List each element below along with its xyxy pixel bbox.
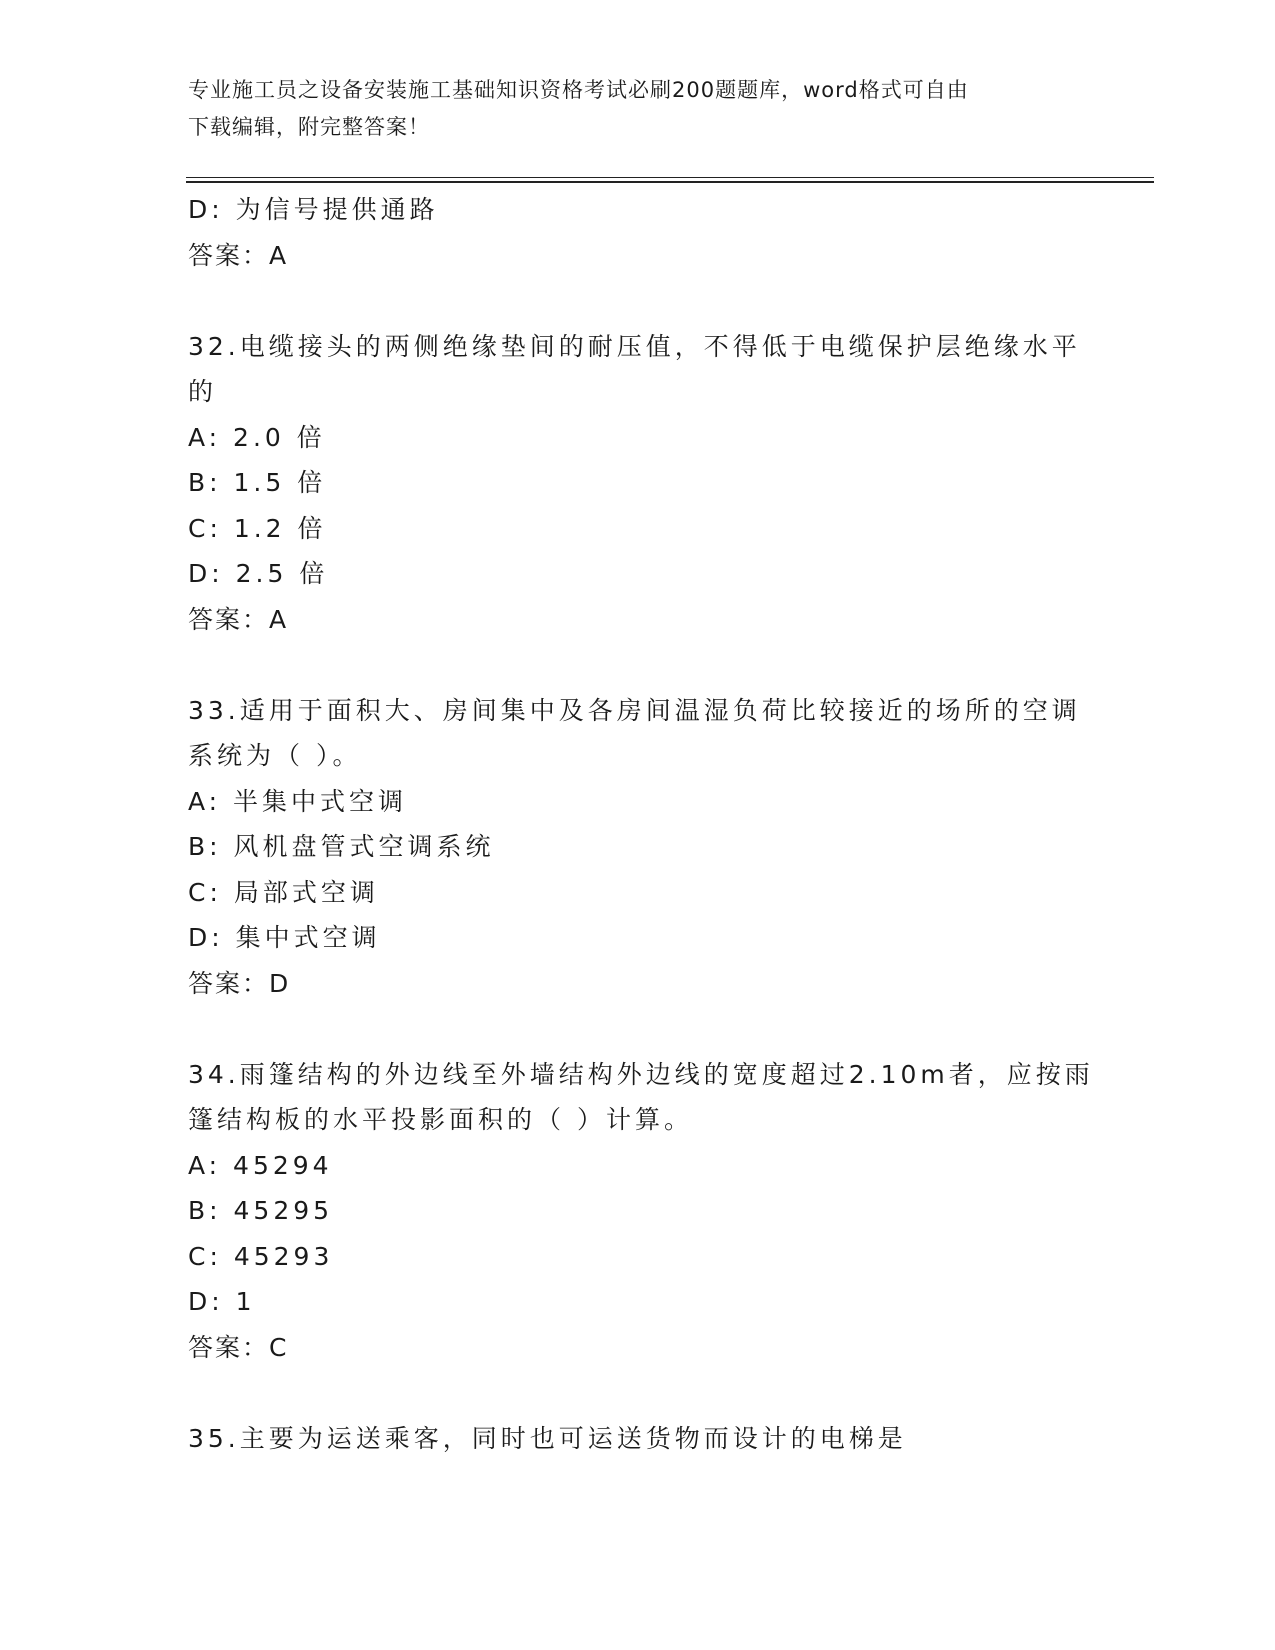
question-32 bbox=[188, 324, 1088, 643]
option-d: D: 集中式空调 bbox=[188, 923, 381, 952]
spacer bbox=[188, 278, 1088, 324]
header-divider-thick bbox=[186, 181, 1154, 183]
question-list bbox=[188, 187, 1094, 1461]
header-divider-thin bbox=[186, 177, 1154, 178]
question-stem-continued: 的 bbox=[188, 377, 218, 406]
question-stem-continued: 篷结构板的水平投影面积的（ ）计算。 bbox=[188, 1105, 693, 1134]
answer-line: 答案：D bbox=[188, 968, 291, 998]
option-a: A: 2.0 倍 bbox=[188, 422, 326, 452]
document-header bbox=[188, 72, 1068, 146]
question-stem: 33.适用于面积大、房间集中及各房间温湿负荷比较接近的场所的空调 bbox=[188, 695, 1081, 725]
answer-line: 答案：A bbox=[188, 240, 289, 270]
question-33 bbox=[188, 688, 1088, 1007]
question-stem-continued: 系统为（ ）。 bbox=[188, 741, 362, 770]
question-stem: 32.电缆接头的两侧绝缘垫间的耐压值，不得低于电缆保护层绝缘水平 bbox=[188, 331, 1081, 361]
option-c: C: 1.2 倍 bbox=[188, 513, 327, 543]
question-35 bbox=[188, 1416, 1088, 1462]
header-line-2: 下载编辑，附完整答案！ bbox=[188, 115, 430, 139]
option-b: B: 45295 bbox=[188, 1196, 334, 1225]
option-a: A: 45294 bbox=[188, 1150, 333, 1180]
option-c: C: 局部式空调 bbox=[188, 877, 379, 907]
answer-line: 答案：A bbox=[188, 604, 289, 634]
option-b: B: 风机盘管式空调系统 bbox=[188, 832, 495, 861]
question-stem: 34.雨篷结构的外边线至外墙结构外边线的宽度超过2.10m者，应按雨 bbox=[188, 1059, 1094, 1089]
option-d: D: 为信号提供通路 bbox=[188, 195, 439, 224]
spacer bbox=[188, 642, 1088, 688]
option-d: D: 1 bbox=[188, 1287, 256, 1316]
header-line-1: 专业施工员之设备安装施工基础知识资格考试必刷200题题库，word格式可自由 bbox=[188, 78, 969, 102]
answer-line: 答案：C bbox=[188, 1332, 289, 1362]
question-stem: 35.主要为运送乘客，同时也可运送货物而设计的电梯是 bbox=[188, 1423, 907, 1453]
option-a: A: 半集中式空调 bbox=[188, 786, 408, 816]
spacer bbox=[188, 1370, 1088, 1416]
option-c: C: 45293 bbox=[188, 1241, 334, 1271]
question-34 bbox=[188, 1052, 1094, 1371]
option-d: D: 2.5 倍 bbox=[188, 559, 329, 588]
option-b: B: 1.5 倍 bbox=[188, 468, 327, 497]
spacer bbox=[188, 1006, 1088, 1052]
